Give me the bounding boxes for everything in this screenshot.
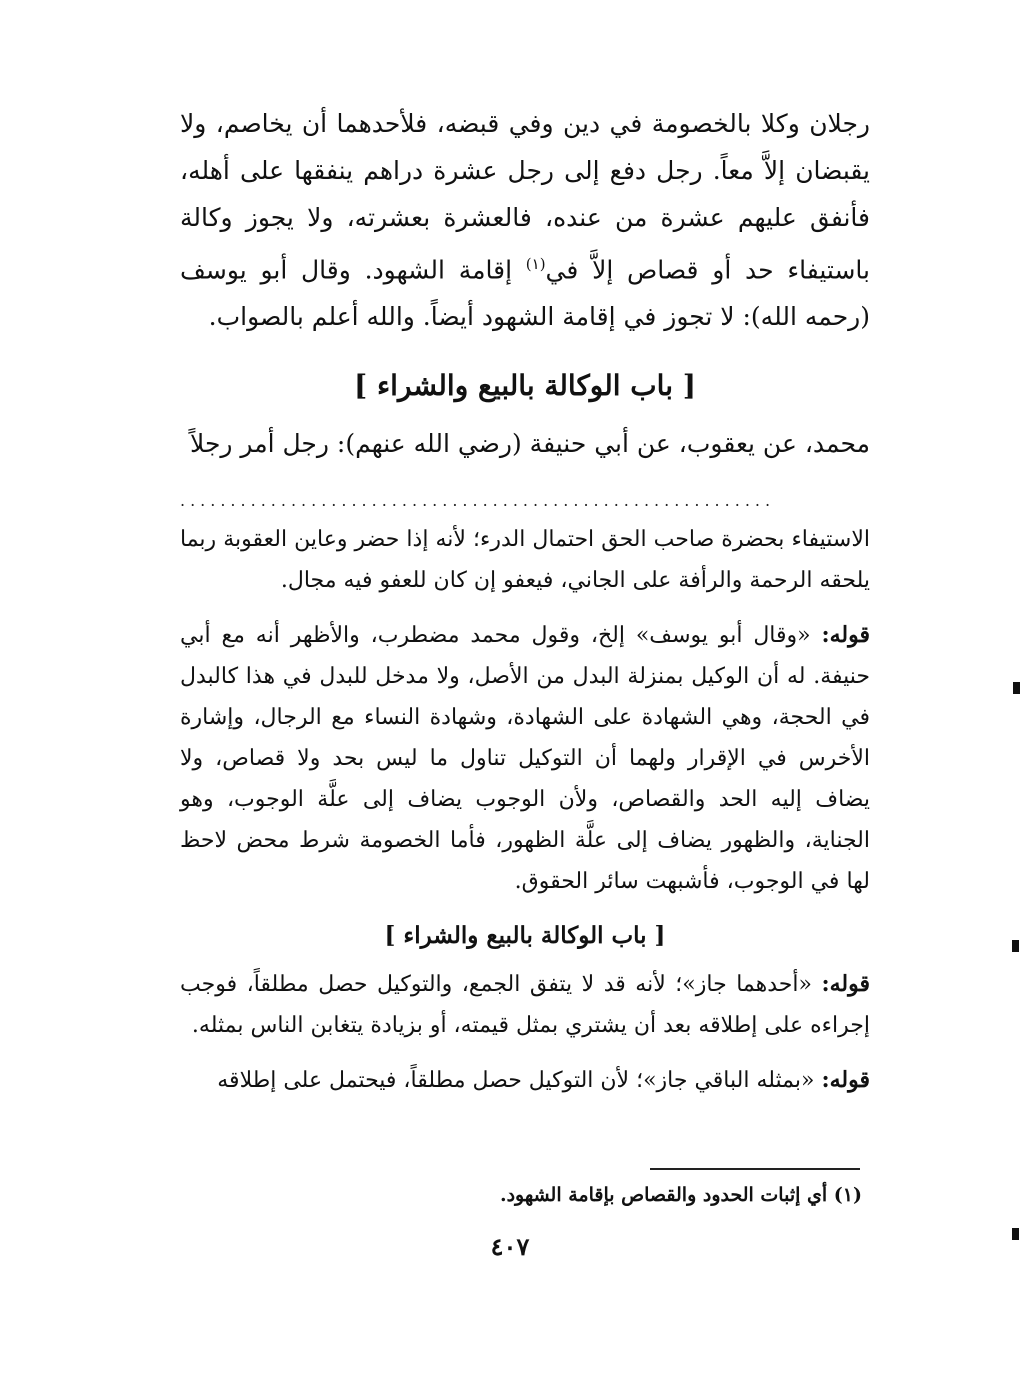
- page-number: ٤٠٧: [490, 1232, 530, 1261]
- commentary-paragraph-1: الاستيفاء بحضرة صاحب الحق احتمال الدرء؛ لأنه إذا حضر وعاين العقوبة ربما يلحقه الرحمة والرأفة على الجاني، فيعفو إن كان للعفو فيه مجال.: [180, 527, 870, 594]
- footnote-reference: (١): [525, 255, 546, 273]
- chapter-opening-line: محمد، عن يعقوب، عن أبي حنيفة (رضي الله عنهم): رجل أمر رجلاً: [190, 429, 870, 459]
- commentary-text-2: «وقال أبو يوسف» إلخ، وقول محمد مضطرب، والأظهر أنه مع أبي حنيفة. له أن الوكيل بمنزلة البدل من الأصل، ولا مدخل للبدل في هذا كالبدل في الحجة، وهي الشهادة على الشهادة، وشهادة النساء مع الرجال، وإشارة الأخرس في الإقرار ولهما أن التوكيل تناول ما ليس بحد ولا قصاص، ولا يضاف إليه الحد والقصاص، ولأن الوجوب يضاف إلى علَّة الوجوب، وهو الجناية، والظهور يضاف إلى علَّة الظهور، فأما الخصومة شرط محض لاحظ لها في الوجوب، فأشبهت سائر الحقوق.: [180, 623, 870, 895]
- commentary-lead-3: قوله:: [821, 971, 871, 998]
- commentary-paragraph-4: [180, 1060, 870, 1101]
- page-body: [180, 100, 870, 1115]
- footnote-rule: [650, 1168, 860, 1170]
- scan-edge-mark: [1012, 1228, 1019, 1240]
- scan-edge-mark: [1012, 940, 1019, 952]
- commentary-paragraph-3: [180, 964, 870, 1046]
- main-text-paragraph: [180, 100, 870, 340]
- commentary-lead-4: قوله:: [821, 1067, 870, 1094]
- chapter-heading: [ باب الوكالة بالبيع والشراء ]: [354, 369, 696, 403]
- commentary-lead-2: قوله:: [821, 622, 870, 649]
- commentary-text-4: «بمثله الباقي جاز»؛ لأن التوكيل حصل مطلقاً، فيحتمل على إطلاقه: [217, 1068, 822, 1094]
- main-text-part1: رجلان وكلا بالخصومة في دين وفي قبضه، فلأحدهما أن يخاصم، ولا يقبضان إلاَّ معاً. رجل دفع إلى رجل عشرة دراهم ينفقها على أهله، فأنفق عليهم عشرة من عنده، فالعشرة بعشرته، ولا يجوز وكالة باستيفاء حد أو قصاص إلاَّ في: [180, 109, 870, 285]
- footnote-text: (١) أي إثبات الحدود والقصاص بإقامة الشهود.: [499, 1184, 862, 1206]
- commentary-heading: [ باب الوكالة بالبيع والشراء ]: [384, 922, 666, 950]
- separator-dots: ...........................................................: [180, 493, 776, 510]
- main-text-part2: إقامة الشهود. وقال أبو يوسف (رحمه الله): لا تجوز في إقامة الشهود أيضاً. والله أعلم بالصواب.: [180, 255, 870, 332]
- commentary-paragraph-2: [180, 615, 870, 902]
- commentary-text-3: «أحدهما جاز»؛ لأنه قد لا يتفق الجمع، والتوكيل حصل مطلقاً، فوجب إجراءه على إطلاقه بعد أن يشتري بمثل قيمته، أو بزيادة يتغابن الناس بمثله.: [180, 972, 870, 1039]
- scan-edge-mark: [1013, 682, 1020, 694]
